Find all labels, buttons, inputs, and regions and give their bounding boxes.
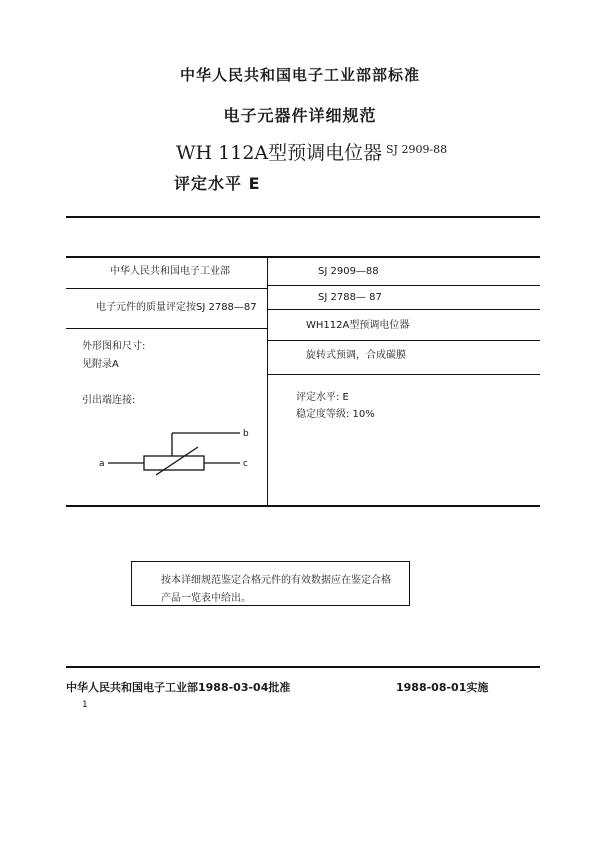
approval-date: 中华人民共和国电子工业部1988-03-04批准	[66, 681, 291, 694]
terminal-b-label: b	[243, 429, 249, 439]
footer-rule	[66, 666, 540, 668]
qualification-notice-box	[131, 561, 410, 606]
spec-title: 电子元器件详细规范	[223, 106, 377, 125]
implementation-date: 1988-08-01实施	[396, 681, 489, 694]
cell-type-desc: 旋转式预调，合成碳膜	[306, 350, 406, 361]
cell-ministry: 中华人民共和国电子工业部	[110, 266, 230, 277]
left-row-rule-1	[66, 288, 267, 289]
table-column-divider	[267, 257, 268, 506]
assessment-level-heading: 评定水平 E	[174, 174, 261, 193]
cell-terminal-label: 引出端连接:	[82, 395, 136, 406]
terminal-a-label: a	[99, 459, 105, 469]
ministry-standard-heading: 中华人民共和国电子工业部部标准	[179, 66, 420, 84]
model-title: WH 112A型预调电位器	[176, 142, 383, 164]
page-number: 1	[82, 700, 88, 710]
table-bottom-rule	[66, 505, 540, 507]
cell-code-main: SJ 2909—88	[318, 266, 379, 277]
left-row-rule-2	[66, 328, 267, 329]
right-row-rule-2	[267, 309, 540, 310]
cell-stability: 稳定度等级: 10%	[296, 409, 375, 420]
notice-line-2: 产品一览表中给出。	[161, 593, 251, 604]
cell-model: WH112A型预调电位器	[306, 320, 410, 331]
right-row-rule-3	[267, 340, 540, 341]
right-row-rule-4	[267, 374, 540, 375]
notice-line-1: 按本详细规范鉴定合格元件的有效数据应在鉴定合格	[161, 575, 391, 586]
potentiometer-diagram	[94, 425, 264, 485]
standard-code: SJ 2909-88	[386, 143, 448, 156]
cell-assessment: 评定水平: E	[296, 392, 349, 403]
cell-quality-basis: 电子元件的质量评定按SJ 2788—87	[96, 302, 257, 313]
wiper-arrow	[156, 447, 198, 475]
terminal-c-label: c	[243, 459, 248, 469]
table-top-rule	[66, 216, 540, 218]
table-header-rule	[66, 256, 540, 258]
right-row-rule-1	[267, 285, 540, 286]
cell-code-generic: SJ 2788— 87	[318, 292, 382, 303]
cell-outline-label: 外形图和尺寸:	[82, 341, 146, 352]
cell-outline-ref: 见附录A	[82, 359, 119, 370]
